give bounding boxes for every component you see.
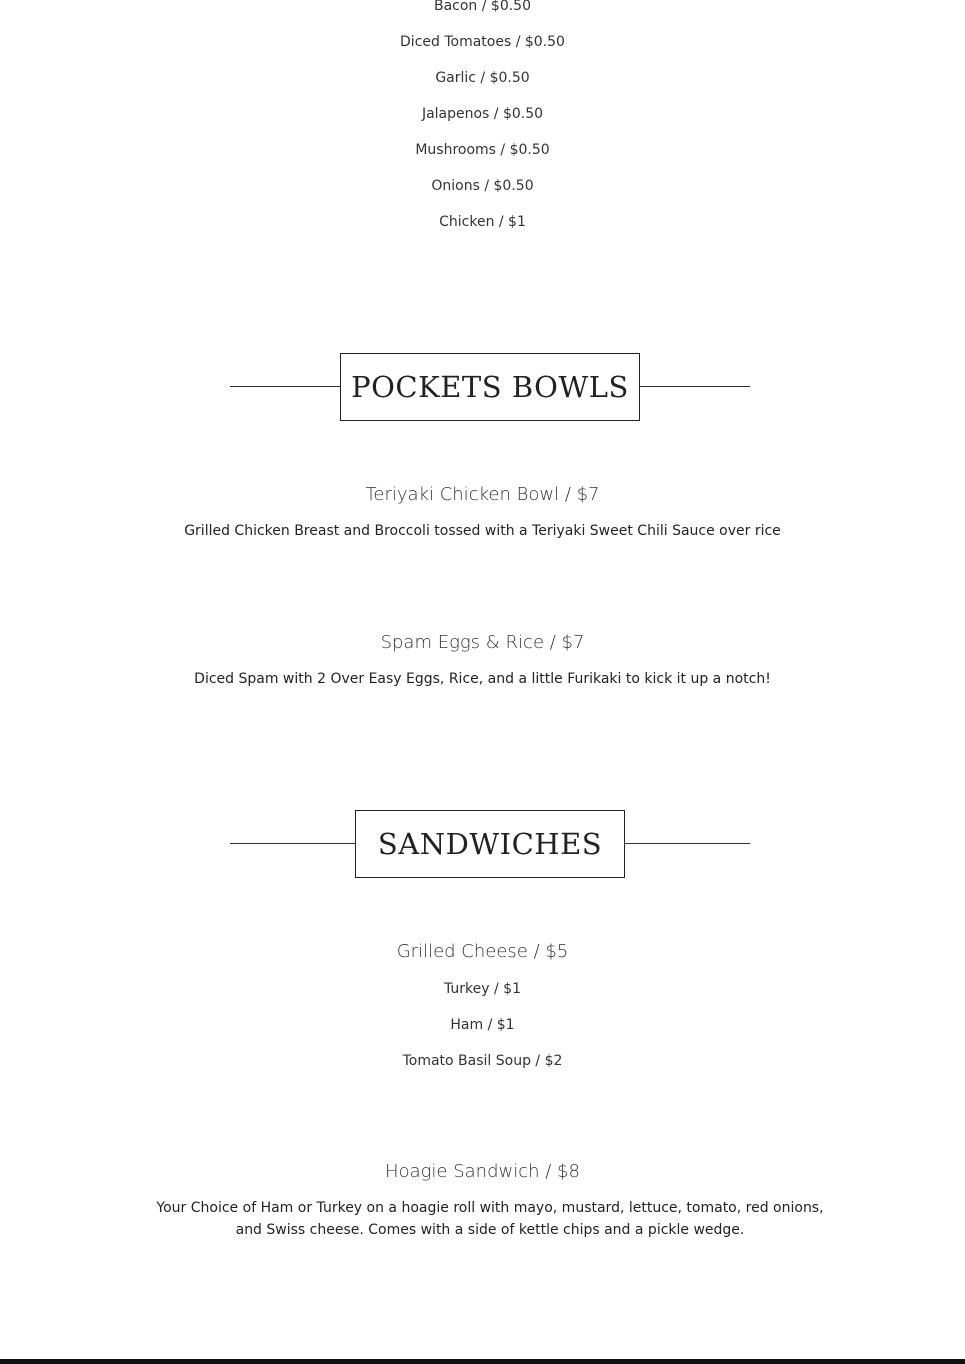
divider-line-left <box>230 843 355 844</box>
addon-item: Mushrooms / $0.50 <box>415 142 550 158</box>
addon-item: Tomato Basil Soup / $2 <box>402 1053 563 1069</box>
footer-bar <box>0 1359 965 1364</box>
addon-item: Diced Tomatoes / $0.50 <box>400 34 565 50</box>
addon-item: Chicken / $1 <box>439 214 526 230</box>
addon-item: Turkey / $1 <box>444 981 521 997</box>
section-heading: SANDWICHES <box>377 827 603 861</box>
menu-item-title: Grilled Cheese / $5 <box>396 941 569 962</box>
section-heading-box <box>355 810 625 878</box>
menu-item-description: Diced Spam with 2 Over Easy Eggs, Rice, and a little Furikaki to kick it up a notch! <box>194 671 771 687</box>
section-header-pockets-bowls <box>230 353 750 421</box>
section-header-sandwiches <box>230 810 750 878</box>
menu-item-title: Spam Eggs & Rice / $7 <box>380 632 585 653</box>
divider-line-left <box>230 386 340 387</box>
menu-item-title: Teriyaki Chicken Bowl / $7 <box>365 484 600 505</box>
divider-line-right <box>640 386 750 387</box>
section-heading-box <box>340 353 640 421</box>
menu-item-description: Your Choice of Ham or Turkey on a hoagie roll with mayo, mustard, lettuce, tomato, red onions, and Swiss cheese. Comes with a side of kettle chips and a pickle wedge. <box>156 1200 824 1238</box>
menu-item-title: Hoagie Sandwich / $8 <box>385 1161 580 1182</box>
addon-item: Bacon / $0.50 <box>433 0 531 14</box>
addon-item: Ham / $1 <box>450 1017 515 1033</box>
addon-item: Onions / $0.50 <box>431 178 534 194</box>
divider-line-right <box>625 843 750 844</box>
section-heading: POCKETS BOWLS <box>351 370 629 404</box>
menu-item-description: Grilled Chicken Breast and Broccoli tossed with a Teriyaki Sweet Chili Sauce over rice <box>184 523 781 539</box>
addon-item: Jalapenos / $0.50 <box>421 106 544 122</box>
addon-item: Garlic / $0.50 <box>435 70 530 86</box>
